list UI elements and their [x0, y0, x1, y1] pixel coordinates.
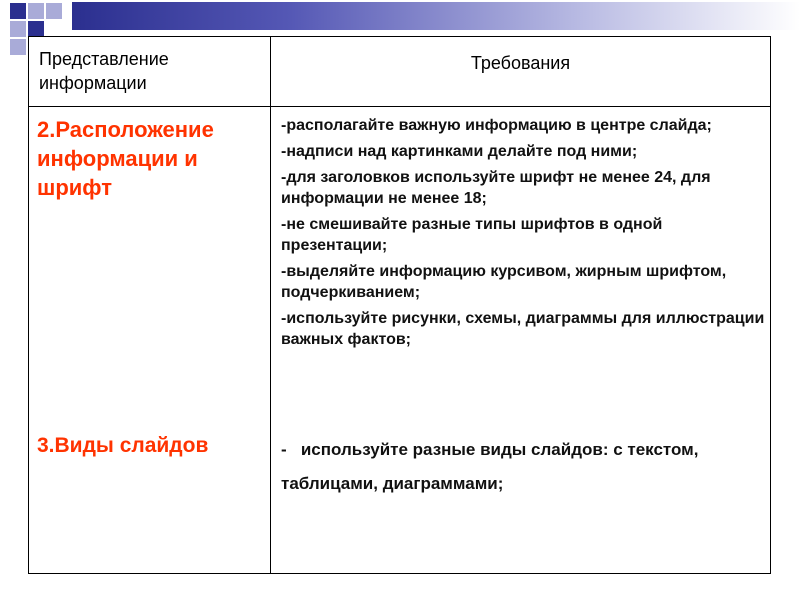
decor-square-icon — [10, 3, 26, 19]
topic-slide-types: 3.Виды слайдов — [37, 434, 209, 457]
list-item: -для заголовков используйте шрифт не менее 24, для информации не менее 18; — [281, 169, 711, 207]
decor-square-icon — [28, 3, 44, 19]
topic-layout-and-font: 2.Расположение информации и шрифт — [37, 117, 214, 200]
list-item: -выделяйте информацию курсивом, жирным шрифтом, подчеркиванием; — [281, 263, 727, 301]
list-item: -располагайте важную информацию в центре слайда; — [281, 117, 712, 134]
list-item: -не смешивайте разные типы шрифтов в одной презентации; — [281, 216, 663, 254]
list-item: -используйте рисунки, схемы, диаграммы для иллюстрации важных фактов; — [281, 310, 765, 348]
decor-square-icon — [10, 39, 26, 55]
requirement-slide-types: - используйте разные виды слайдов: с текстом, таблицами, диаграммами; — [281, 440, 708, 493]
decor-square-icon — [10, 21, 26, 37]
slide-decoration — [0, 0, 800, 40]
list-item: -надписи над картинками делайте под ними; — [281, 143, 638, 160]
decor-square-icon — [46, 3, 62, 19]
requirements-table — [28, 36, 771, 574]
decor-square-icon — [28, 21, 44, 37]
requirements-list — [281, 115, 767, 355]
table-header-row — [29, 37, 770, 107]
header-cell-requirements: Требования — [470, 53, 571, 73]
header-band — [72, 2, 800, 30]
header-cell-representation: Представление информации — [39, 49, 169, 93]
table-row — [29, 107, 770, 573]
